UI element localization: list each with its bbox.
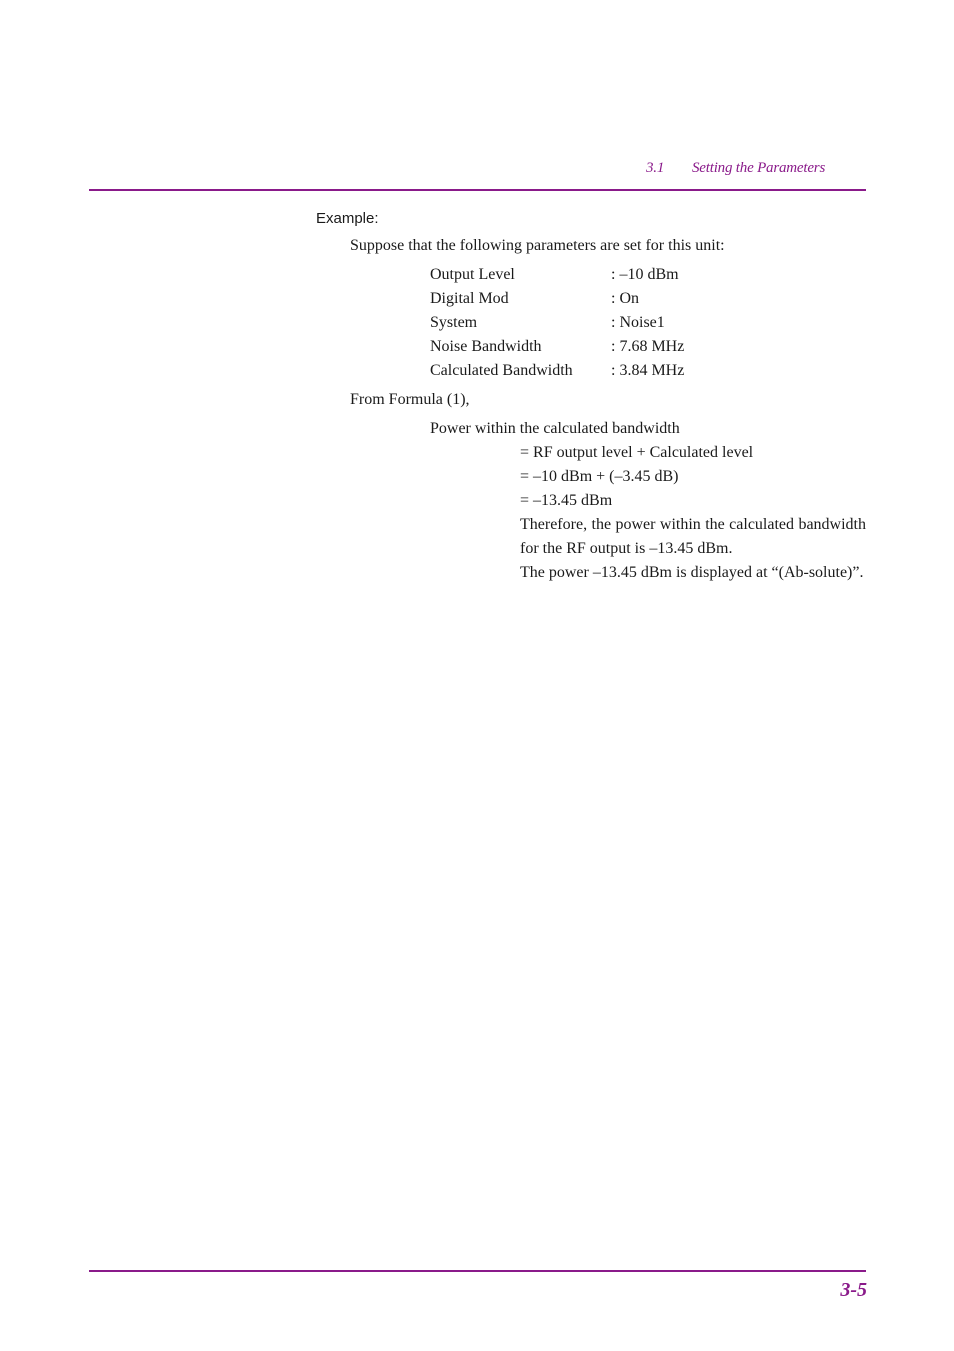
parameter-value: : 3.84 MHz — [611, 362, 685, 379]
parameter-list — [430, 263, 684, 383]
parameter-row — [430, 311, 684, 335]
parameter-name: System — [430, 314, 478, 331]
parameter-value: : –10 dBm — [611, 266, 679, 283]
page-number: 3-5 — [840, 1279, 867, 1301]
example-intro: Suppose that the following parameters are set for this unit: — [350, 237, 725, 254]
parameter-value: : 7.68 MHz — [611, 338, 685, 355]
running-header — [646, 160, 867, 177]
power-heading: Power within the calculated bandwidth — [430, 420, 680, 437]
conclusion-paragraph: Therefore, the power within the calculated bandwidth for the RF output is –13.45 dBm. — [520, 516, 866, 557]
parameter-name: Digital Mod — [430, 290, 509, 307]
display-paragraph: The power –13.45 dBm is displayed at “(Ab-solute)”. — [520, 564, 864, 581]
calc-line: = RF output level + Calculated level — [520, 444, 754, 461]
parameter-row — [430, 263, 684, 287]
parameter-row — [430, 335, 684, 359]
example-label: Example: — [316, 210, 379, 227]
header-rule — [89, 189, 866, 191]
footer-rule — [89, 1270, 866, 1272]
section-number: 3.1 — [646, 160, 665, 176]
calc-line: = –10 dBm + (–3.45 dB) — [520, 468, 679, 485]
calc-line: = –13.45 dBm — [520, 492, 613, 509]
from-formula-text: From Formula (1), — [350, 391, 470, 408]
section-title: Setting the Parameters — [692, 160, 826, 176]
calculation-block — [520, 441, 866, 585]
parameter-row — [430, 287, 684, 311]
parameter-value: : Noise1 — [611, 314, 665, 331]
parameter-value: : On — [611, 290, 639, 307]
parameter-name: Output Level — [430, 266, 515, 283]
parameter-row — [430, 359, 684, 383]
parameter-name: Noise Bandwidth — [430, 338, 542, 355]
parameter-name: Calculated Bandwidth — [430, 362, 573, 379]
